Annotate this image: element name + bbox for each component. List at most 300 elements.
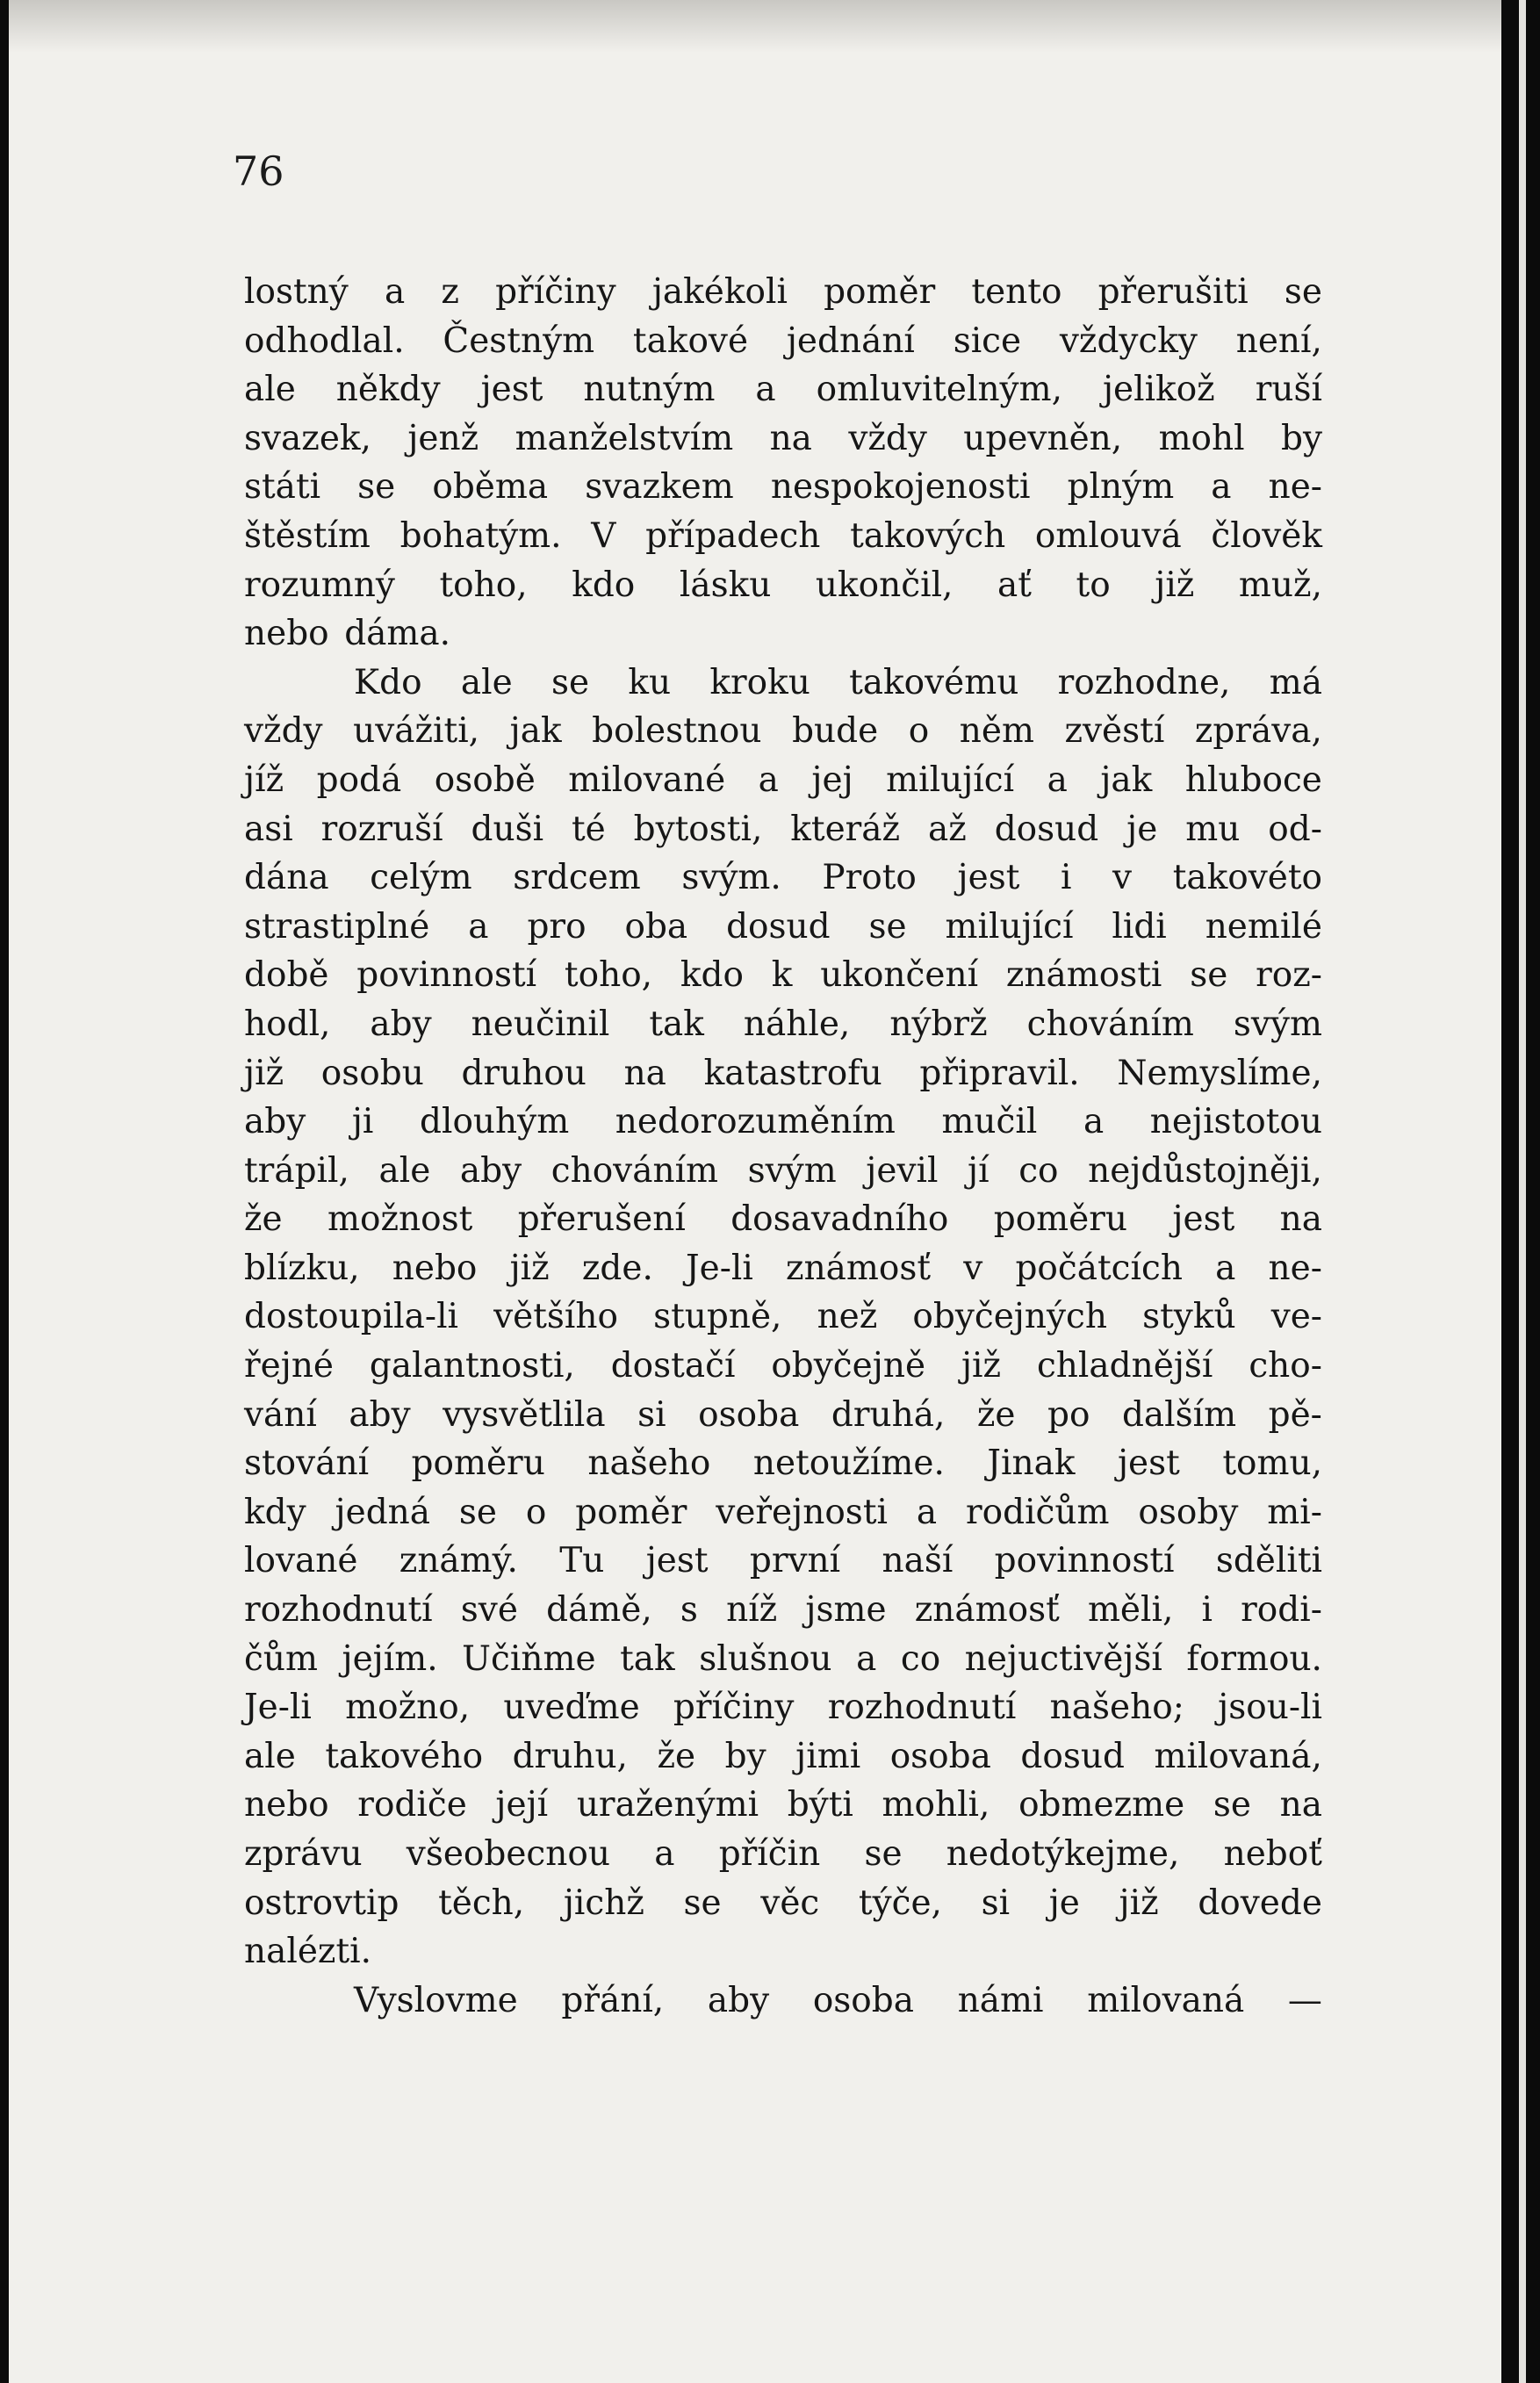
word: má [1269,662,1322,702]
word: jest [645,1541,709,1581]
word: galantnosti, [369,1346,575,1386]
word: již [509,1248,550,1288]
word: nedotýkejme, [946,1834,1180,1874]
word: lostný [244,272,349,312]
word: svým [1233,1004,1322,1044]
text-line [244,1976,1322,2026]
word: jsou-li [1218,1688,1322,1728]
word: těch, [438,1883,525,1923]
word: omlouvá [1034,515,1182,556]
word: řejné [244,1346,335,1386]
word: V [591,515,616,556]
word: zvěstí [1064,711,1165,752]
word: ostrovtip [244,1883,399,1923]
word: příčiny [495,272,616,312]
word: ať [997,565,1032,605]
word: na [623,1053,666,1093]
word: námi [957,1980,1044,2020]
word: ku [628,662,672,702]
word: jest [1172,1199,1235,1240]
word: a [755,370,776,410]
word: obmezme [1018,1785,1185,1825]
word: dalším [1121,1394,1237,1435]
word: duši [471,809,544,849]
word: nutným [583,370,716,410]
word: vání [244,1394,317,1435]
word: omluvitelným, [816,370,1062,410]
word: povinností [356,955,537,996]
word: čům [244,1638,318,1679]
text-line [244,1732,1322,1782]
word: cho- [1249,1346,1322,1386]
word: dovede [1198,1883,1322,1923]
word: svým. [681,858,781,898]
word: o [908,711,930,752]
word: dosud [994,809,1099,849]
word: poměr [824,272,936,312]
word: věc [760,1883,820,1923]
word: se [1284,272,1322,312]
word: všeobecnou [406,1834,610,1874]
word: době [244,955,329,996]
word: bohatým. [399,515,562,556]
word: se [868,906,907,947]
word: její [495,1785,549,1825]
word: nedorozuměním [615,1102,896,1142]
word: bude [792,711,879,752]
text-line [244,1195,1322,1244]
word: nebo [244,1785,329,1825]
word: Kdo [354,662,422,702]
word: kdo [680,955,744,996]
word: již [1119,1883,1159,1923]
text-line [244,1537,1322,1586]
word: většího [493,1297,618,1337]
word: aby [349,1394,411,1435]
word: plným [1067,467,1175,508]
word: na [1279,1199,1322,1240]
word: poměru [993,1199,1128,1240]
word: styků [1142,1297,1236,1337]
word: chováním [551,1150,719,1191]
word: obyčejně [771,1346,926,1386]
word: ale [244,1736,296,1776]
word: rodiče [357,1785,467,1825]
word: nýbrž [889,1004,988,1044]
word: jest [480,370,543,410]
word: Proto [822,858,917,898]
word: asi [244,809,293,849]
word: jíž [244,760,284,800]
word: dámě, [546,1590,652,1631]
word: toho, [564,955,653,996]
text-line [244,365,1322,414]
word: milované [568,760,726,800]
text-line [244,463,1322,512]
word: v [1112,858,1133,898]
word: milující [945,906,1074,947]
word: počátcích [1015,1248,1183,1288]
word: obyčejných [912,1297,1108,1337]
word: býti [787,1785,853,1825]
word: zpráva, [1194,711,1322,752]
word: známosť [786,1248,932,1288]
word: hodl, [244,1004,331,1044]
word: dosud [726,906,831,947]
word: vždy [244,711,323,752]
word: milovaná, [1154,1736,1322,1776]
word: někdy [335,370,441,410]
word: z [441,272,459,312]
word: ale [244,370,296,410]
word: aby [244,1102,306,1142]
word: jednání [786,320,915,361]
word: jedná [335,1492,431,1532]
word: našeho; [1049,1688,1184,1728]
word: uraženými [576,1785,759,1825]
word: vždycky [1059,320,1198,361]
word: přerušení [517,1199,686,1240]
word: mučil [941,1102,1038,1142]
word: státi [244,467,321,508]
word: Nemyslíme, [1117,1053,1322,1093]
word: svazkem [585,467,734,508]
word: lované [244,1541,358,1581]
word: vysvětlila [443,1394,606,1435]
text-line [244,1830,1322,1879]
word: neboť [1223,1834,1322,1874]
word: se [1190,955,1228,996]
word: a [916,1492,938,1532]
word: takové [632,320,749,361]
word: by [724,1736,766,1776]
word: se [683,1883,722,1923]
word: v [963,1248,983,1288]
word: kdo [572,565,636,605]
word: nebo [392,1248,478,1288]
text-line [244,707,1322,756]
word: jest [957,858,1020,898]
word: takovéto [1172,858,1322,898]
word: a [1047,760,1068,800]
text-line [244,659,1322,708]
word: kroku [709,662,810,702]
word: příčiny [673,1688,795,1728]
word: co [900,1638,941,1679]
word: chladnější [1036,1346,1213,1386]
word: od- [1268,809,1322,849]
word: jak [509,711,562,752]
word: si [637,1394,666,1435]
word: než [817,1297,878,1337]
word: možnost [327,1199,473,1240]
word: tak [620,1638,675,1679]
word: osoba [698,1394,800,1435]
word: podá [316,760,402,800]
word: první [749,1541,841,1581]
word: tak [649,1004,704,1044]
word: upevněn, [963,418,1123,458]
word: strastiplné [244,906,430,947]
word: se [864,1834,903,1874]
word: známosť [914,1590,1060,1631]
text-line [244,1781,1322,1830]
word: milující [886,760,1015,800]
word: a [1083,1102,1105,1142]
word: dostačí [610,1346,736,1386]
word: možno, [345,1688,471,1728]
word: blízku, [244,1248,360,1288]
word: rozhodne, [1057,662,1231,702]
word: oba [624,906,688,947]
word: Vyslovme [354,1980,518,2020]
word: stování [244,1443,370,1484]
word: náhle, [743,1004,851,1044]
text-line [244,1342,1322,1391]
word: Čestným [443,320,595,361]
word: něm [959,711,1034,752]
word: lidi [1112,906,1167,947]
next-page-edge [1519,0,1526,2383]
text-line [244,853,1322,903]
text-line [244,317,1322,366]
word: ale [378,1150,431,1191]
word: ne- [1268,467,1322,508]
word: rozruší [320,809,443,849]
word: roz- [1256,955,1322,996]
word: rozhodnutí [827,1688,1017,1728]
word: příčin [718,1834,821,1874]
word: a [1215,1248,1236,1288]
text-line [244,1098,1322,1147]
word: by [1281,418,1322,458]
word: se [1213,1785,1251,1825]
word: uveďme [503,1688,640,1728]
word: ve- [1270,1297,1322,1337]
word: mohli, [882,1785,990,1825]
word: toho, [439,565,528,605]
word: je [1048,1883,1080,1923]
word: hluboce [1184,760,1322,800]
word: našeho [587,1443,711,1484]
word: přerušiti [1097,272,1249,312]
word: rodičům [965,1492,1110,1532]
text-line [244,1292,1322,1342]
word: a [384,272,406,312]
word: nejuctivější [964,1638,1162,1679]
text-line [244,1049,1322,1098]
word: neučinil [471,1004,610,1044]
word: případech [645,515,821,556]
word: jevil [866,1150,939,1191]
word: rozhodnutí [244,1590,433,1631]
word: celým [370,858,472,898]
word: katastrofu [703,1053,882,1093]
word: své [460,1590,518,1631]
word: trápil, [244,1150,349,1191]
word: takovému [849,662,1019,702]
word: Je-li [686,1248,753,1288]
word: na [769,418,812,458]
word: nejdůstojněji, [1088,1150,1322,1191]
word: sice [953,320,1022,361]
word: jelikož [1102,370,1215,410]
word: známý. [399,1541,518,1581]
word: té [571,809,606,849]
word: jichž [563,1883,644,1923]
text-line [244,756,1322,805]
word: již [961,1346,1002,1386]
text-line [244,1683,1322,1732]
text-line [244,1244,1322,1293]
word: aby [370,1004,432,1044]
word: poměr [575,1492,687,1532]
word: o [525,1492,547,1532]
word: formou. [1186,1638,1322,1679]
word: druhu, [512,1736,628,1776]
page-number: 76 [233,148,284,195]
word: tento [971,272,1062,312]
word: uvážiti, [353,711,480,752]
word: i [1201,1590,1213,1631]
word: nalézti. [244,1932,372,1972]
word: že [244,1199,283,1240]
body-text [244,268,1322,2025]
word: — [1287,1980,1322,2020]
word: ale [460,662,513,702]
word: k [771,955,793,996]
word: ukončení [820,955,979,996]
word: jsme [805,1590,887,1631]
word: bytosti, [633,809,763,849]
word: aby [707,1980,770,2020]
text-line [244,1391,1322,1440]
word: mi- [1267,1492,1322,1532]
word: již [1155,565,1195,605]
word: aby [459,1150,522,1191]
word: dostoupila-li [244,1297,459,1337]
word: pě- [1268,1394,1322,1435]
word: osoba [812,1980,915,2020]
text-line [244,805,1322,854]
word: ukončil, [815,565,954,605]
word: nemilé [1205,906,1322,947]
word: dlouhým [420,1102,570,1142]
word: muž, [1238,565,1322,605]
text-line [244,1439,1322,1488]
word: jej [811,760,853,800]
word: Jinak [987,1443,1076,1484]
word: ruší [1255,370,1322,410]
word: veřejnosti [716,1492,888,1532]
word: takových [850,515,1006,556]
word: druhou [461,1053,586,1093]
word: pro [527,906,586,947]
word: je [1126,809,1158,849]
text-line [244,1879,1322,1928]
word: chováním [1026,1004,1194,1044]
word: Učiňme [462,1638,596,1679]
word: člověk [1211,515,1322,556]
word: na [1279,1785,1322,1825]
text-line [244,414,1322,464]
word: naší [882,1541,954,1581]
word: lásku [679,565,772,605]
word: ne- [1268,1248,1322,1288]
word: nebo [244,614,329,654]
word: jenž [407,418,479,458]
word: že [976,1394,1016,1435]
word: osobě [434,760,536,800]
word: si [981,1883,1011,1923]
word: i [1060,858,1072,898]
text-line [244,951,1322,1000]
text-line [244,1147,1322,1196]
text-line [244,1488,1322,1537]
word: osoby [1138,1492,1239,1532]
word: druhá, [831,1394,946,1435]
text-line [244,1927,1322,1976]
word: již [244,1053,284,1093]
word: rodi- [1241,1590,1322,1631]
word: mohl [1158,418,1245,458]
text-line [244,268,1322,317]
word: nespokojenosti [770,467,1031,508]
word: co [1018,1150,1059,1191]
word: a [758,760,779,800]
word: dána [244,858,329,898]
word: se [357,467,396,508]
word: vždy [848,418,927,458]
word: měli, [1087,1590,1174,1631]
word: Tu [559,1541,605,1581]
word: netoužíme. [752,1443,945,1484]
word: poměru [411,1443,545,1484]
word: manželstvím [515,418,734,458]
word: jest [1117,1443,1180,1484]
word: povinností [994,1541,1175,1581]
word: svazek, [244,418,371,458]
word: odhodlal. [244,320,405,361]
word: srdcem [513,858,641,898]
word: to [1076,565,1111,605]
word: stupně, [653,1297,782,1337]
word: se [551,662,590,702]
text-line [244,512,1322,561]
word: není, [1235,320,1322,361]
word: svým [747,1150,837,1191]
word: sděliti [1215,1541,1322,1581]
word: s [680,1590,698,1631]
word: připravil. [919,1053,1080,1093]
text-line [244,1000,1322,1049]
word: zprávu [244,1834,363,1874]
word: slušnou [699,1638,832,1679]
word: po [1047,1394,1090,1435]
word: že [657,1736,696,1776]
text-line [244,1586,1322,1635]
word: osoba [889,1736,991,1776]
text-line [244,1635,1322,1684]
word: a [654,1834,675,1874]
word: štěstím [244,515,371,556]
word: zde. [581,1248,653,1288]
word: se [458,1492,498,1532]
word: rozumný [244,565,395,605]
word: známosti [1005,955,1162,996]
text-line [244,903,1322,952]
word: tomu, [1222,1443,1322,1484]
